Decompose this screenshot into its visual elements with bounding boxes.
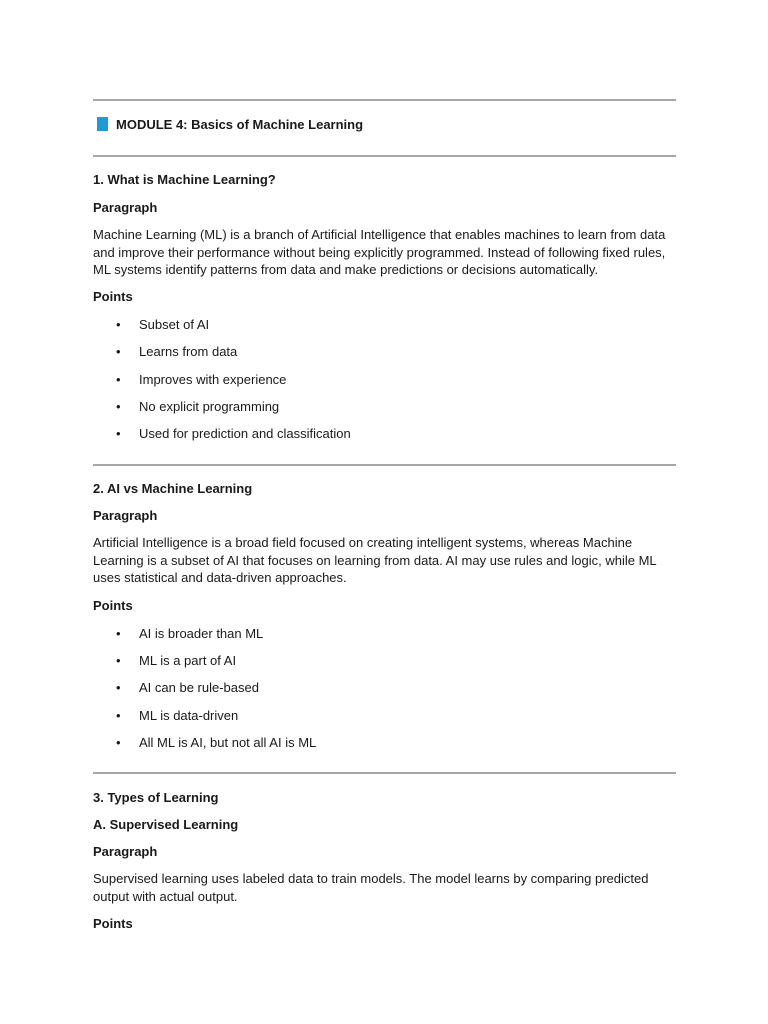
bullet-icon: • <box>116 735 121 750</box>
bullet-icon: • <box>116 626 121 641</box>
list-item: AI can be rule-based <box>139 680 259 695</box>
bullet-icon: • <box>116 653 121 668</box>
section-heading: 3. Types of Learning <box>93 790 219 805</box>
list-item: Subset of AI <box>139 317 210 332</box>
list-item: AI is broader than ML <box>139 626 264 641</box>
divider <box>93 155 676 157</box>
bullet-icon: • <box>116 399 121 414</box>
paragraph-text: Machine Learning (ML) is a branch of Artificial Intelligence that enables machines to learn from data and improve their performance without being explicitly programmed. Instead of following fixed rules, ML systems identify patterns from data and make predictions or decisions automatically. <box>93 227 666 277</box>
blue-square-icon <box>97 117 108 131</box>
bullet-icon: • <box>116 426 121 441</box>
list-item: Used for prediction and classification <box>139 426 351 441</box>
points-label: Points <box>93 289 133 304</box>
paragraph-text: Supervised learning uses labeled data to train models. The model learns by comparing predicted output with actual output. <box>93 871 649 904</box>
paragraph-label: Paragraph <box>93 844 158 859</box>
list-item: Improves with experience <box>139 372 287 387</box>
bullet-icon: • <box>116 344 121 359</box>
section-heading: 2. AI vs Machine Learning <box>93 481 253 496</box>
bullet-icon: • <box>116 680 121 695</box>
subsection-heading: A. Supervised Learning <box>93 817 239 832</box>
module-title: MODULE 4: Basics of Machine Learning <box>116 117 364 132</box>
points-label: Points <box>93 916 133 931</box>
list-item: No explicit programming <box>139 399 280 414</box>
divider <box>93 464 676 466</box>
list-item: All ML is AI, but not all AI is ML <box>139 735 317 750</box>
divider <box>93 99 676 101</box>
list-item: Learns from data <box>139 344 238 359</box>
divider <box>93 772 676 774</box>
paragraph-label: Paragraph <box>93 508 158 523</box>
section-heading: 1. What is Machine Learning? <box>93 172 276 187</box>
points-label: Points <box>93 598 133 613</box>
list-item: ML is data-driven <box>139 708 239 723</box>
paragraph-text: Artificial Intelligence is a broad field focused on creating intelligent systems, whereas Machine Learning is a subset of AI that focuses on learning from data. AI may use rules and logic, while ML uses statistical and data-driven approaches. <box>93 535 657 585</box>
bullet-icon: • <box>116 708 121 723</box>
paragraph-label: Paragraph <box>93 200 158 215</box>
list-item: ML is a part of AI <box>139 653 237 668</box>
bullet-icon: • <box>116 317 121 332</box>
bullet-icon: • <box>116 372 121 387</box>
